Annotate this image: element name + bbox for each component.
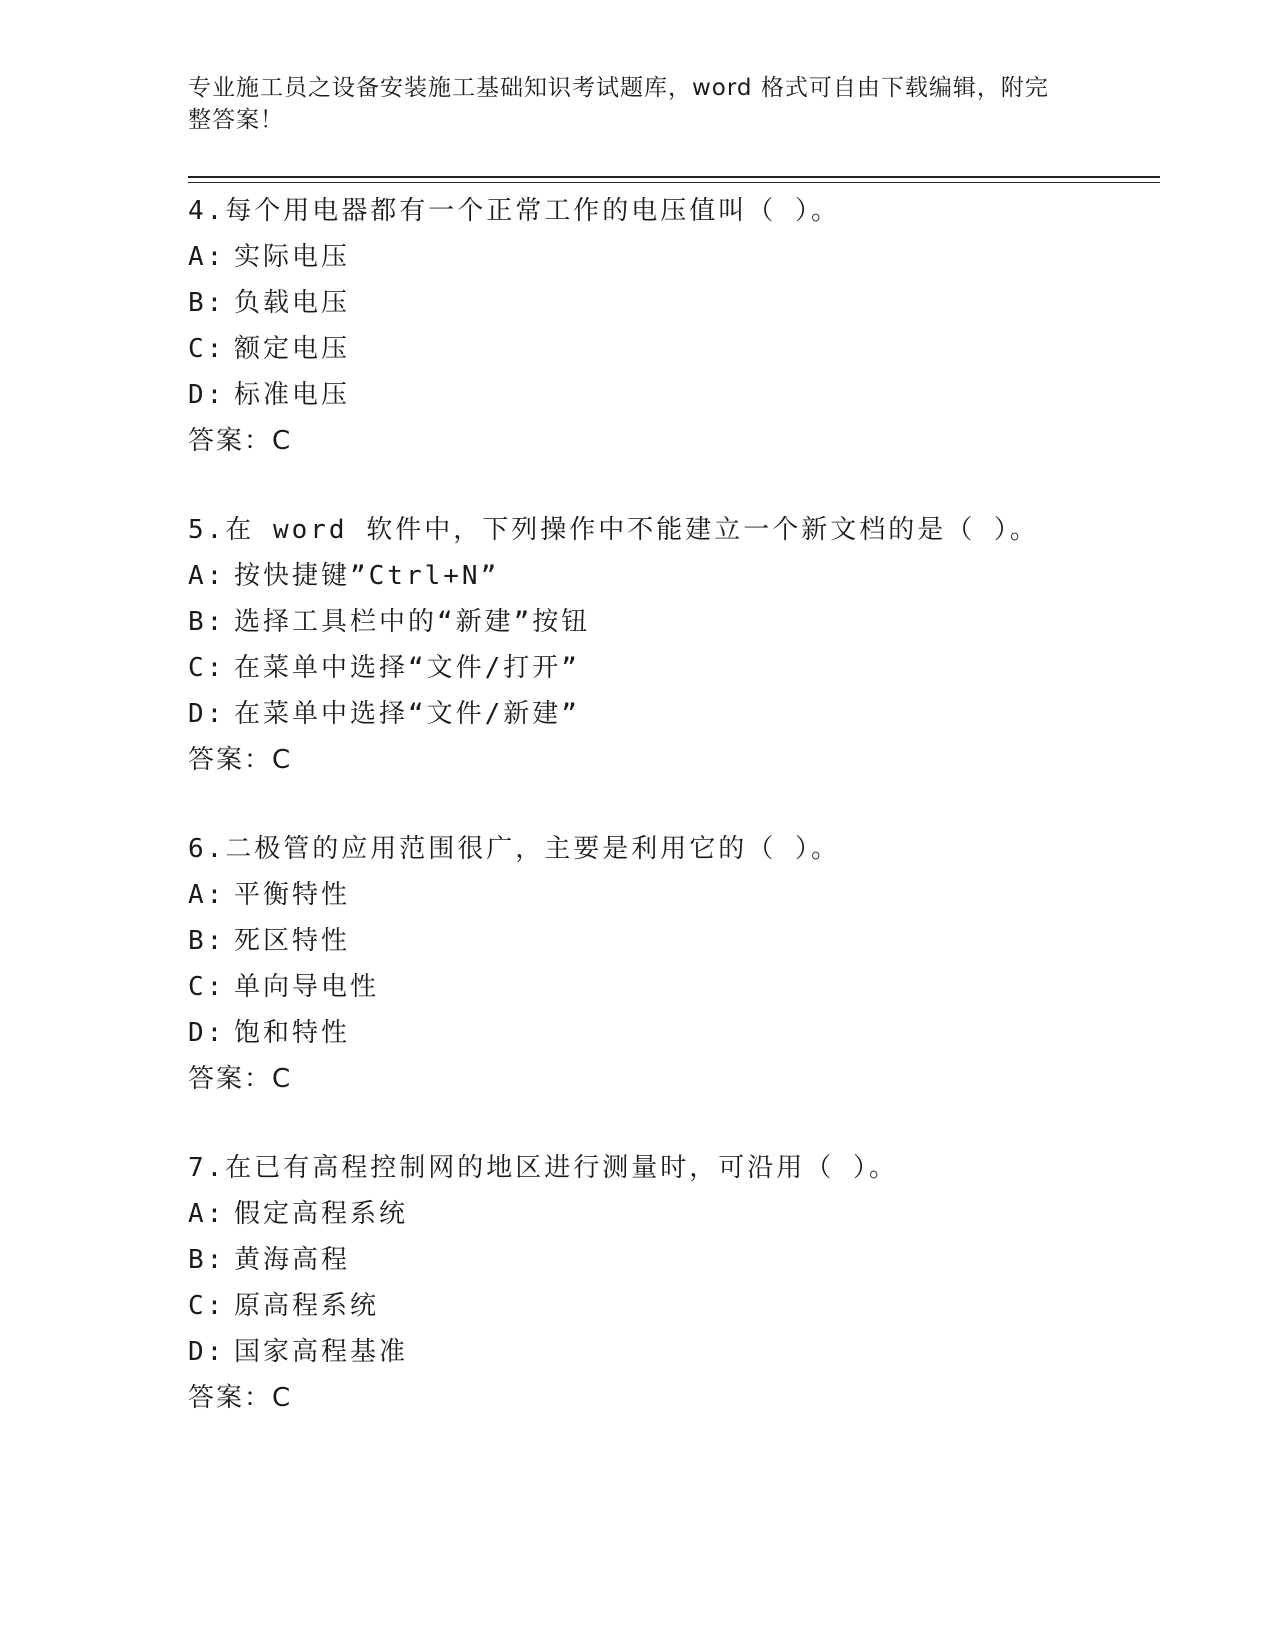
header-divider-thick — [188, 176, 1160, 178]
option-label: A: — [188, 1199, 226, 1229]
option-text: 平衡特性 — [234, 880, 351, 910]
option-d — [188, 1329, 1148, 1375]
question-5 — [188, 507, 1148, 783]
option-d — [188, 1010, 1148, 1056]
option-label: D: — [188, 380, 226, 410]
intro-line-2: 整答案！ — [188, 107, 284, 133]
option-label: A: — [188, 242, 226, 272]
question-4 — [188, 188, 1148, 464]
option-text: 单向导电性 — [234, 972, 380, 1002]
header-divider-thin — [188, 182, 1160, 183]
option-b — [188, 1237, 1148, 1283]
question-stem: 7.在已有高程控制网的地区进行测量时，可沿用（ ）。 — [188, 1153, 898, 1183]
option-label: B: — [188, 926, 226, 956]
option-c — [188, 645, 1148, 691]
option-text: 在菜单中选择“文件/打开” — [234, 653, 580, 683]
question-6 — [188, 826, 1148, 1102]
option-text: 黄海高程 — [234, 1245, 351, 1275]
option-c — [188, 964, 1148, 1010]
option-label: A: — [188, 880, 226, 910]
option-label: C: — [188, 972, 226, 1002]
answer-line: 答案：C — [188, 1383, 293, 1413]
question-list — [188, 188, 1148, 1464]
option-text: 原高程系统 — [234, 1291, 380, 1321]
option-b — [188, 599, 1148, 645]
option-text: 死区特性 — [234, 926, 351, 956]
answer-line: 答案：C — [188, 1064, 293, 1094]
question-stem: 5.在 word 软件中，下列操作中不能建立一个新文档的是（ ）。 — [188, 515, 1039, 545]
question-stem: 6.二极管的应用范围很广，主要是利用它的（ ）。 — [188, 834, 840, 864]
document-intro — [188, 72, 1068, 136]
answer-line: 答案：C — [188, 426, 293, 456]
option-text: 实际电压 — [234, 242, 351, 272]
option-a — [188, 1191, 1148, 1237]
option-b — [188, 918, 1148, 964]
option-text: 标准电压 — [234, 380, 351, 410]
option-b — [188, 280, 1148, 326]
option-text: 假定高程系统 — [234, 1199, 409, 1229]
option-text: 选择工具栏中的“新建”按钮 — [234, 607, 591, 637]
option-label: B: — [188, 288, 226, 318]
question-7 — [188, 1145, 1148, 1421]
option-label: D: — [188, 699, 226, 729]
option-label: D: — [188, 1018, 226, 1048]
option-text: 国家高程基准 — [234, 1337, 409, 1367]
option-d — [188, 691, 1148, 737]
option-c — [188, 326, 1148, 372]
option-a — [188, 872, 1148, 918]
option-text: 按快捷键”Ctrl+N” — [234, 561, 500, 591]
option-label: C: — [188, 334, 226, 364]
answer-line: 答案：C — [188, 745, 293, 775]
option-a — [188, 553, 1148, 599]
option-text: 额定电压 — [234, 334, 351, 364]
option-a — [188, 234, 1148, 280]
question-stem: 4.每个用电器都有一个正常工作的电压值叫（ ）。 — [188, 196, 840, 226]
option-label: D: — [188, 1337, 226, 1367]
option-c — [188, 1283, 1148, 1329]
option-label: C: — [188, 653, 226, 683]
option-text: 负载电压 — [234, 288, 351, 318]
option-label: C: — [188, 1291, 226, 1321]
option-label: B: — [188, 607, 226, 637]
option-label: B: — [188, 1245, 226, 1275]
option-label: A: — [188, 561, 226, 591]
option-d — [188, 372, 1148, 418]
option-text: 饱和特性 — [234, 1018, 351, 1048]
intro-line-1: 专业施工员之设备安装施工基础知识考试题库，word 格式可自由下载编辑，附完 — [188, 75, 1049, 101]
option-text: 在菜单中选择“文件/新建” — [234, 699, 580, 729]
